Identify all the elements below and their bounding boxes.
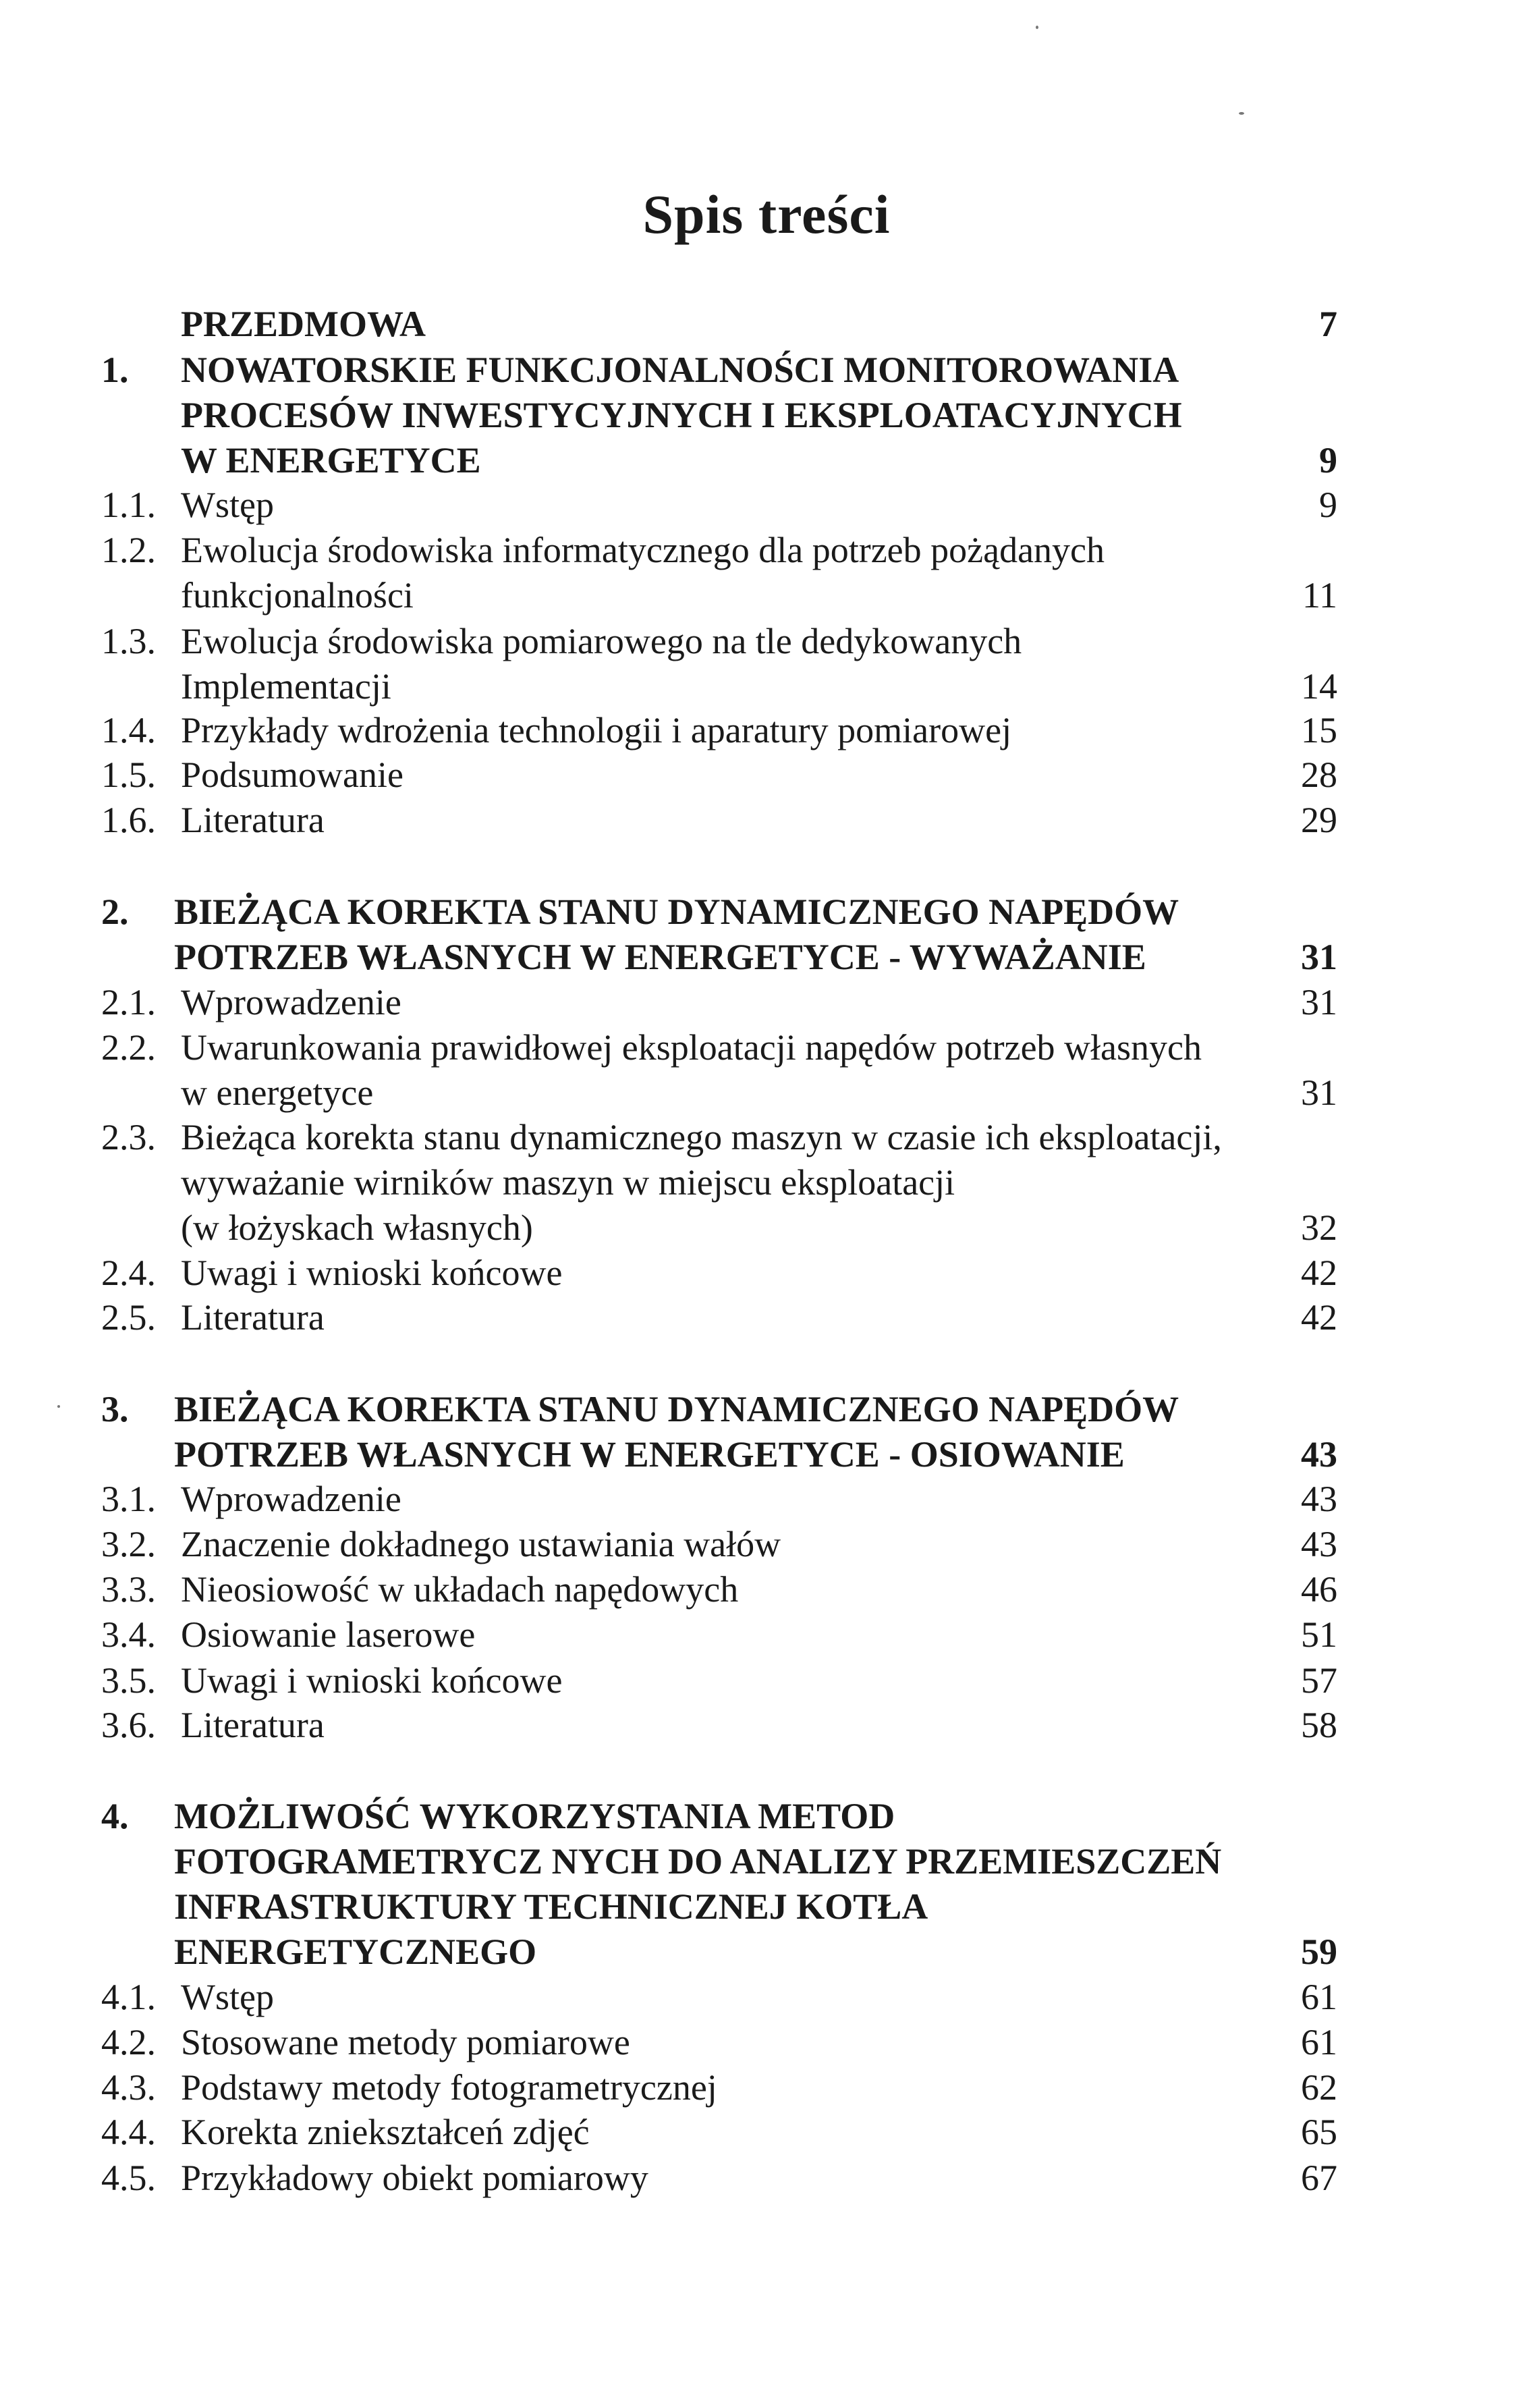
toc-entry-title: FOTOGRAMETRYCZ NYCH DO ANALIZY PRZEMIESZCZEŃ xyxy=(174,1841,1222,1882)
toc-entry-number: 3.6. xyxy=(101,1705,156,1745)
toc-entry-title: BIEŻĄCA KOREKTA STANU DYNAMICZNEGO NAPĘDÓW xyxy=(174,892,1179,932)
toc-line xyxy=(0,979,1533,1026)
toc-entry-title: Literatura xyxy=(181,1297,325,1338)
toc-line xyxy=(0,1973,1533,2021)
toc-entry-title: Implementacji xyxy=(181,666,391,707)
toc-line xyxy=(0,1386,1533,1433)
toc-entry-title: Literatura xyxy=(181,800,325,840)
toc-line xyxy=(0,2019,1533,2066)
toc-entry-title: Znaczenie dokładnego ustawiania wałów xyxy=(181,1524,781,1564)
toc-entry-number: 3.4. xyxy=(101,1614,156,1655)
toc-line xyxy=(0,888,1533,935)
toc-line xyxy=(0,2154,1533,2201)
toc-line xyxy=(0,481,1533,528)
toc-entry-title: Bieżąca korekta stanu dynamicznego maszyn w czasie ich eksploatacji, xyxy=(181,1117,1222,1157)
toc-entry-title: Nieosiowość w układach napędowych xyxy=(181,1569,739,1610)
toc-entry-number: 3.1. xyxy=(101,1479,156,1519)
toc-line xyxy=(0,1294,1533,1341)
toc-entry-title: Literatura xyxy=(181,1705,325,1745)
toc-entry-title: ENERGETYCZNEGO xyxy=(174,1932,537,1972)
toc-page-number: 31 xyxy=(1301,1072,1337,1113)
toc-entry-title: Uwarunkowania prawidłowej eksploatacji napędów potrzeb własnych xyxy=(181,1027,1202,1068)
toc-page-number: 51 xyxy=(1301,1614,1337,1655)
toc-line xyxy=(0,1249,1533,1296)
toc-page-number: 61 xyxy=(1301,2022,1337,2062)
toc-entry-number: 1. xyxy=(101,350,129,390)
toc-entry-number: 3.3. xyxy=(101,1569,156,1610)
toc-entry-number: 4. xyxy=(101,1796,129,1836)
toc-entry-title: Osiowanie laserowe xyxy=(181,1614,476,1655)
toc-entry-title: W ENERGETYCE xyxy=(181,440,481,481)
toc-entry-title: Przykłady wdrożenia technologii i aparatury pomiarowej xyxy=(181,710,1012,750)
toc-entry-number: 2. xyxy=(101,892,129,932)
toc-page-number: 65 xyxy=(1301,2112,1337,2152)
scan-speck xyxy=(57,1405,60,1408)
toc-entry-title: Ewolucja środowiska informatycznego dla potrzeb pożądanych xyxy=(181,530,1105,570)
toc-line xyxy=(0,300,1533,348)
toc-line xyxy=(0,1657,1533,1704)
toc-page-number: 32 xyxy=(1301,1207,1337,1248)
toc-line xyxy=(0,2064,1533,2111)
toc-entry-number: 4.1. xyxy=(101,1977,156,2017)
toc-page-number: 14 xyxy=(1301,666,1337,707)
toc-entry-number: 2.1. xyxy=(101,982,156,1022)
toc-entry-title: BIEŻĄCA KOREKTA STANU DYNAMICZNEGO NAPĘDÓW xyxy=(174,1389,1179,1429)
toc-line xyxy=(0,1883,1533,1930)
toc-page-number: 43 xyxy=(1301,1434,1337,1475)
toc-line xyxy=(0,663,1533,710)
toc-page-number: 57 xyxy=(1301,1660,1337,1701)
toc-page-number: 7 xyxy=(1319,304,1337,344)
toc-entry-number: 4.2. xyxy=(101,2022,156,2062)
toc-line xyxy=(0,572,1533,619)
toc-page-number: 46 xyxy=(1301,1569,1337,1610)
toc-entry-number: 1.3. xyxy=(101,621,156,661)
toc-line xyxy=(0,1566,1533,1613)
toc-line xyxy=(0,1204,1533,1251)
scan-speck xyxy=(1036,26,1038,29)
toc-line xyxy=(0,1431,1533,1478)
toc-entry-title: MOŻLIWOŚĆ WYKORZYSTANIA METOD xyxy=(174,1796,895,1836)
toc-line xyxy=(0,933,1533,981)
toc-entry-number: 2.3. xyxy=(101,1117,156,1157)
toc-line xyxy=(0,437,1533,484)
toc-entry-number: 2.4. xyxy=(101,1253,156,1293)
toc-entry-number: 4.3. xyxy=(101,2067,156,2108)
toc-page-number: 42 xyxy=(1301,1297,1337,1338)
toc-line xyxy=(0,1701,1533,1749)
toc-entry-title: INFRASTRUKTURY TECHNICZNEJ KOTŁA xyxy=(174,1886,928,1927)
toc-page-number: 59 xyxy=(1301,1932,1337,1972)
toc-entry-number: 1.5. xyxy=(101,755,156,795)
toc-entry-title: Wstęp xyxy=(181,1977,274,2017)
toc-entry-title: w energetyce xyxy=(181,1072,374,1113)
toc-line xyxy=(0,1928,1533,1975)
scan-speck xyxy=(1239,112,1244,115)
toc-line xyxy=(0,1611,1533,1658)
toc-page-number: 9 xyxy=(1319,485,1337,525)
toc-entry-title: Uwagi i wnioski końcowe xyxy=(181,1660,563,1701)
toc-line xyxy=(0,391,1533,439)
toc-entry-title: Ewolucja środowiska pomiarowego na tle dedykowanych xyxy=(181,621,1022,661)
toc-entry-number: 1.2. xyxy=(101,530,156,570)
toc-entry-title: PRZEDMOWA xyxy=(181,304,426,344)
toc-entry-title: Przykładowy obiekt pomiarowy xyxy=(181,2158,648,2198)
page-title: Spis treści xyxy=(642,184,891,245)
toc-entry-title: Podstawy metody fotogrametrycznej xyxy=(181,2067,717,2108)
toc-entry-title: Podsumowanie xyxy=(181,755,403,795)
toc-entry-number: 2.2. xyxy=(101,1027,156,1068)
toc-entry-number: 4.4. xyxy=(101,2112,156,2152)
toc-line xyxy=(0,796,1533,844)
toc-line xyxy=(0,346,1533,393)
toc-page-number: 11 xyxy=(1302,575,1337,615)
toc-entry-number: 1.1. xyxy=(101,485,156,525)
toc-entry-number: 2.5. xyxy=(101,1297,156,1338)
toc-line xyxy=(0,1475,1533,1523)
toc-entry-title: Uwagi i wnioski końcowe xyxy=(181,1253,563,1293)
toc-entry-title: POTRZEB WŁASNYCH W ENERGETYCE - WYWAŻANIE xyxy=(174,937,1146,977)
toc-entry-number: 3.2. xyxy=(101,1524,156,1564)
toc-page-number: 43 xyxy=(1301,1479,1337,1519)
toc-line xyxy=(0,618,1533,665)
toc-line xyxy=(0,526,1533,574)
toc-entry-title: Wprowadzenie xyxy=(181,982,401,1022)
toc-entry-title: NOWATORSKIE FUNKCJONALNOŚCI MONITOROWANIA xyxy=(181,350,1179,390)
toc-entry-title: PROCESÓW INWESTYCYJNYCH I EKSPLOATACYJNYCH xyxy=(181,395,1182,435)
toc-entry-number: 3. xyxy=(101,1389,129,1429)
toc-entry-title: wyważanie wirników maszyn w miejscu eksploatacji xyxy=(181,1162,955,1203)
toc-line xyxy=(0,2108,1533,2156)
toc-entry-number: 1.6. xyxy=(101,800,156,840)
toc-line xyxy=(0,1159,1533,1206)
toc-entry-title: Wprowadzenie xyxy=(181,1479,401,1519)
toc-entry-title: Stosowane metody pomiarowe xyxy=(181,2022,630,2062)
toc-line xyxy=(0,707,1533,754)
toc-entry-number: 4.5. xyxy=(101,2158,156,2198)
toc-line xyxy=(0,1114,1533,1161)
toc-entry-title: funkcjonalności xyxy=(181,575,414,615)
toc-page-number: 42 xyxy=(1301,1253,1337,1293)
toc-entry-title: Korekta zniekształceń zdjęć xyxy=(181,2112,590,2152)
toc-line xyxy=(0,1838,1533,1885)
toc-page-number: 58 xyxy=(1301,1705,1337,1745)
toc-line xyxy=(0,751,1533,798)
toc-line xyxy=(0,1793,1533,1840)
toc-page-number: 31 xyxy=(1301,937,1337,977)
toc-line xyxy=(0,1521,1533,1568)
toc-entry-title: Wstęp xyxy=(181,485,274,525)
toc-page-number: 28 xyxy=(1301,755,1337,795)
toc-page-number: 62 xyxy=(1301,2067,1337,2108)
toc-page-number: 15 xyxy=(1301,710,1337,750)
toc-entry-title: POTRZEB WŁASNYCH W ENERGETYCE - OSIOWANIE xyxy=(174,1434,1125,1475)
toc-entry-title: (w łożyskach własnych) xyxy=(181,1207,533,1248)
toc-page-number: 61 xyxy=(1301,1977,1337,2017)
toc-line xyxy=(0,1024,1533,1071)
toc-page-number: 29 xyxy=(1301,800,1337,840)
toc-page-number: 43 xyxy=(1301,1524,1337,1564)
toc-page-number: 9 xyxy=(1319,440,1337,481)
toc-page-number: 67 xyxy=(1301,2158,1337,2198)
toc-entry-number: 3.5. xyxy=(101,1660,156,1701)
toc-line xyxy=(0,1069,1533,1116)
toc-entry-number: 1.4. xyxy=(101,710,156,750)
toc-page-number: 31 xyxy=(1301,982,1337,1022)
